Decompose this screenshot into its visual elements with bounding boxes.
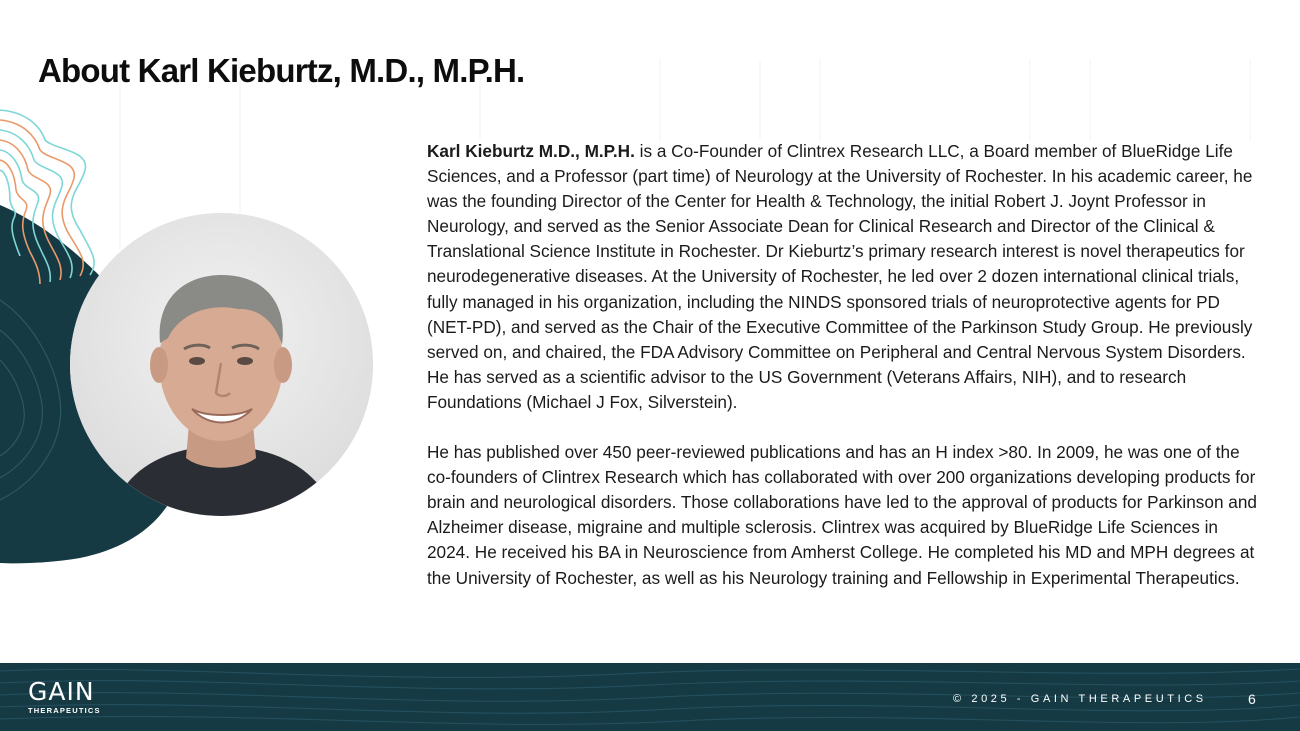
gain-logo: [28, 679, 101, 716]
footer: [0, 663, 1300, 731]
bio-text: [427, 139, 1262, 591]
logo-wordmark: GAIN: [28, 677, 95, 706]
logo-subtitle: THERAPEUTICS: [28, 706, 101, 715]
page-number: 6: [1248, 691, 1256, 707]
bio-paragraph-1-text: is a Co-Founder of Clintrex Research LLC, a Board member of BlueRidge Life Sciences, and a Professor (part time) of Neurology at the University of Rochester. In his academic career, he was the founding Director of the Center for Health & Technology, the initial Robert J. Joynt Professor in Neurology, and served as the Senior Associate Dean for Clinical Research and Director of the Clinical & Translational Science Institute in Rochester. Dr Kieburtz’s primary research interest is novel therapeutics for neurodegenerative diseases. At the University of Rochester, he led over 2 dozen international clinical trials, fully managed in his organization, including the NINDS sponsored trials of neuroprotective agents for PD (NET-PD), and served as the Chair of the Executive Committee of the Parkinson Study Group. He previously served on, and chaired, the FDA Advisory Committee on Peripheral and Central Nervous System Disorders. He has served as a scientific advisor to the US Government (Veterans Affairs, NIH), and to research Foundations (Michael J Fox, Silverstein).: [427, 141, 1253, 412]
bio-paragraph-1: [427, 139, 1262, 415]
bio-name: Karl Kieburtz M.D., M.P.H.: [427, 141, 635, 161]
portrait-photo: [70, 213, 373, 516]
copyright-text: © 2025 - GAIN THERAPEUTICS: [953, 693, 1207, 705]
page-title: About Karl Kieburtz, M.D., M.P.H.: [38, 52, 525, 89]
bio-paragraph-2: He has published over 450 peer-reviewed publications and has an H index >80. In 2009, he was one of the co-founders of Clintrex Research which has collaborated with over 200 organizations developing products for brain and neurological disorders. Those collaborations have led to the approval of products for Parkinson and Alzheimer disease, migraine and multiple sclerosis. Clintrex was acquired by BlueRidge Life Sciences in 2024. He received his BA in Neuroscience from Amherst College. He completed his MD and MPH degrees at the University of Rochester, as well as his Neurology training and Fellowship in Experimental Therapeutics.: [427, 442, 1257, 588]
